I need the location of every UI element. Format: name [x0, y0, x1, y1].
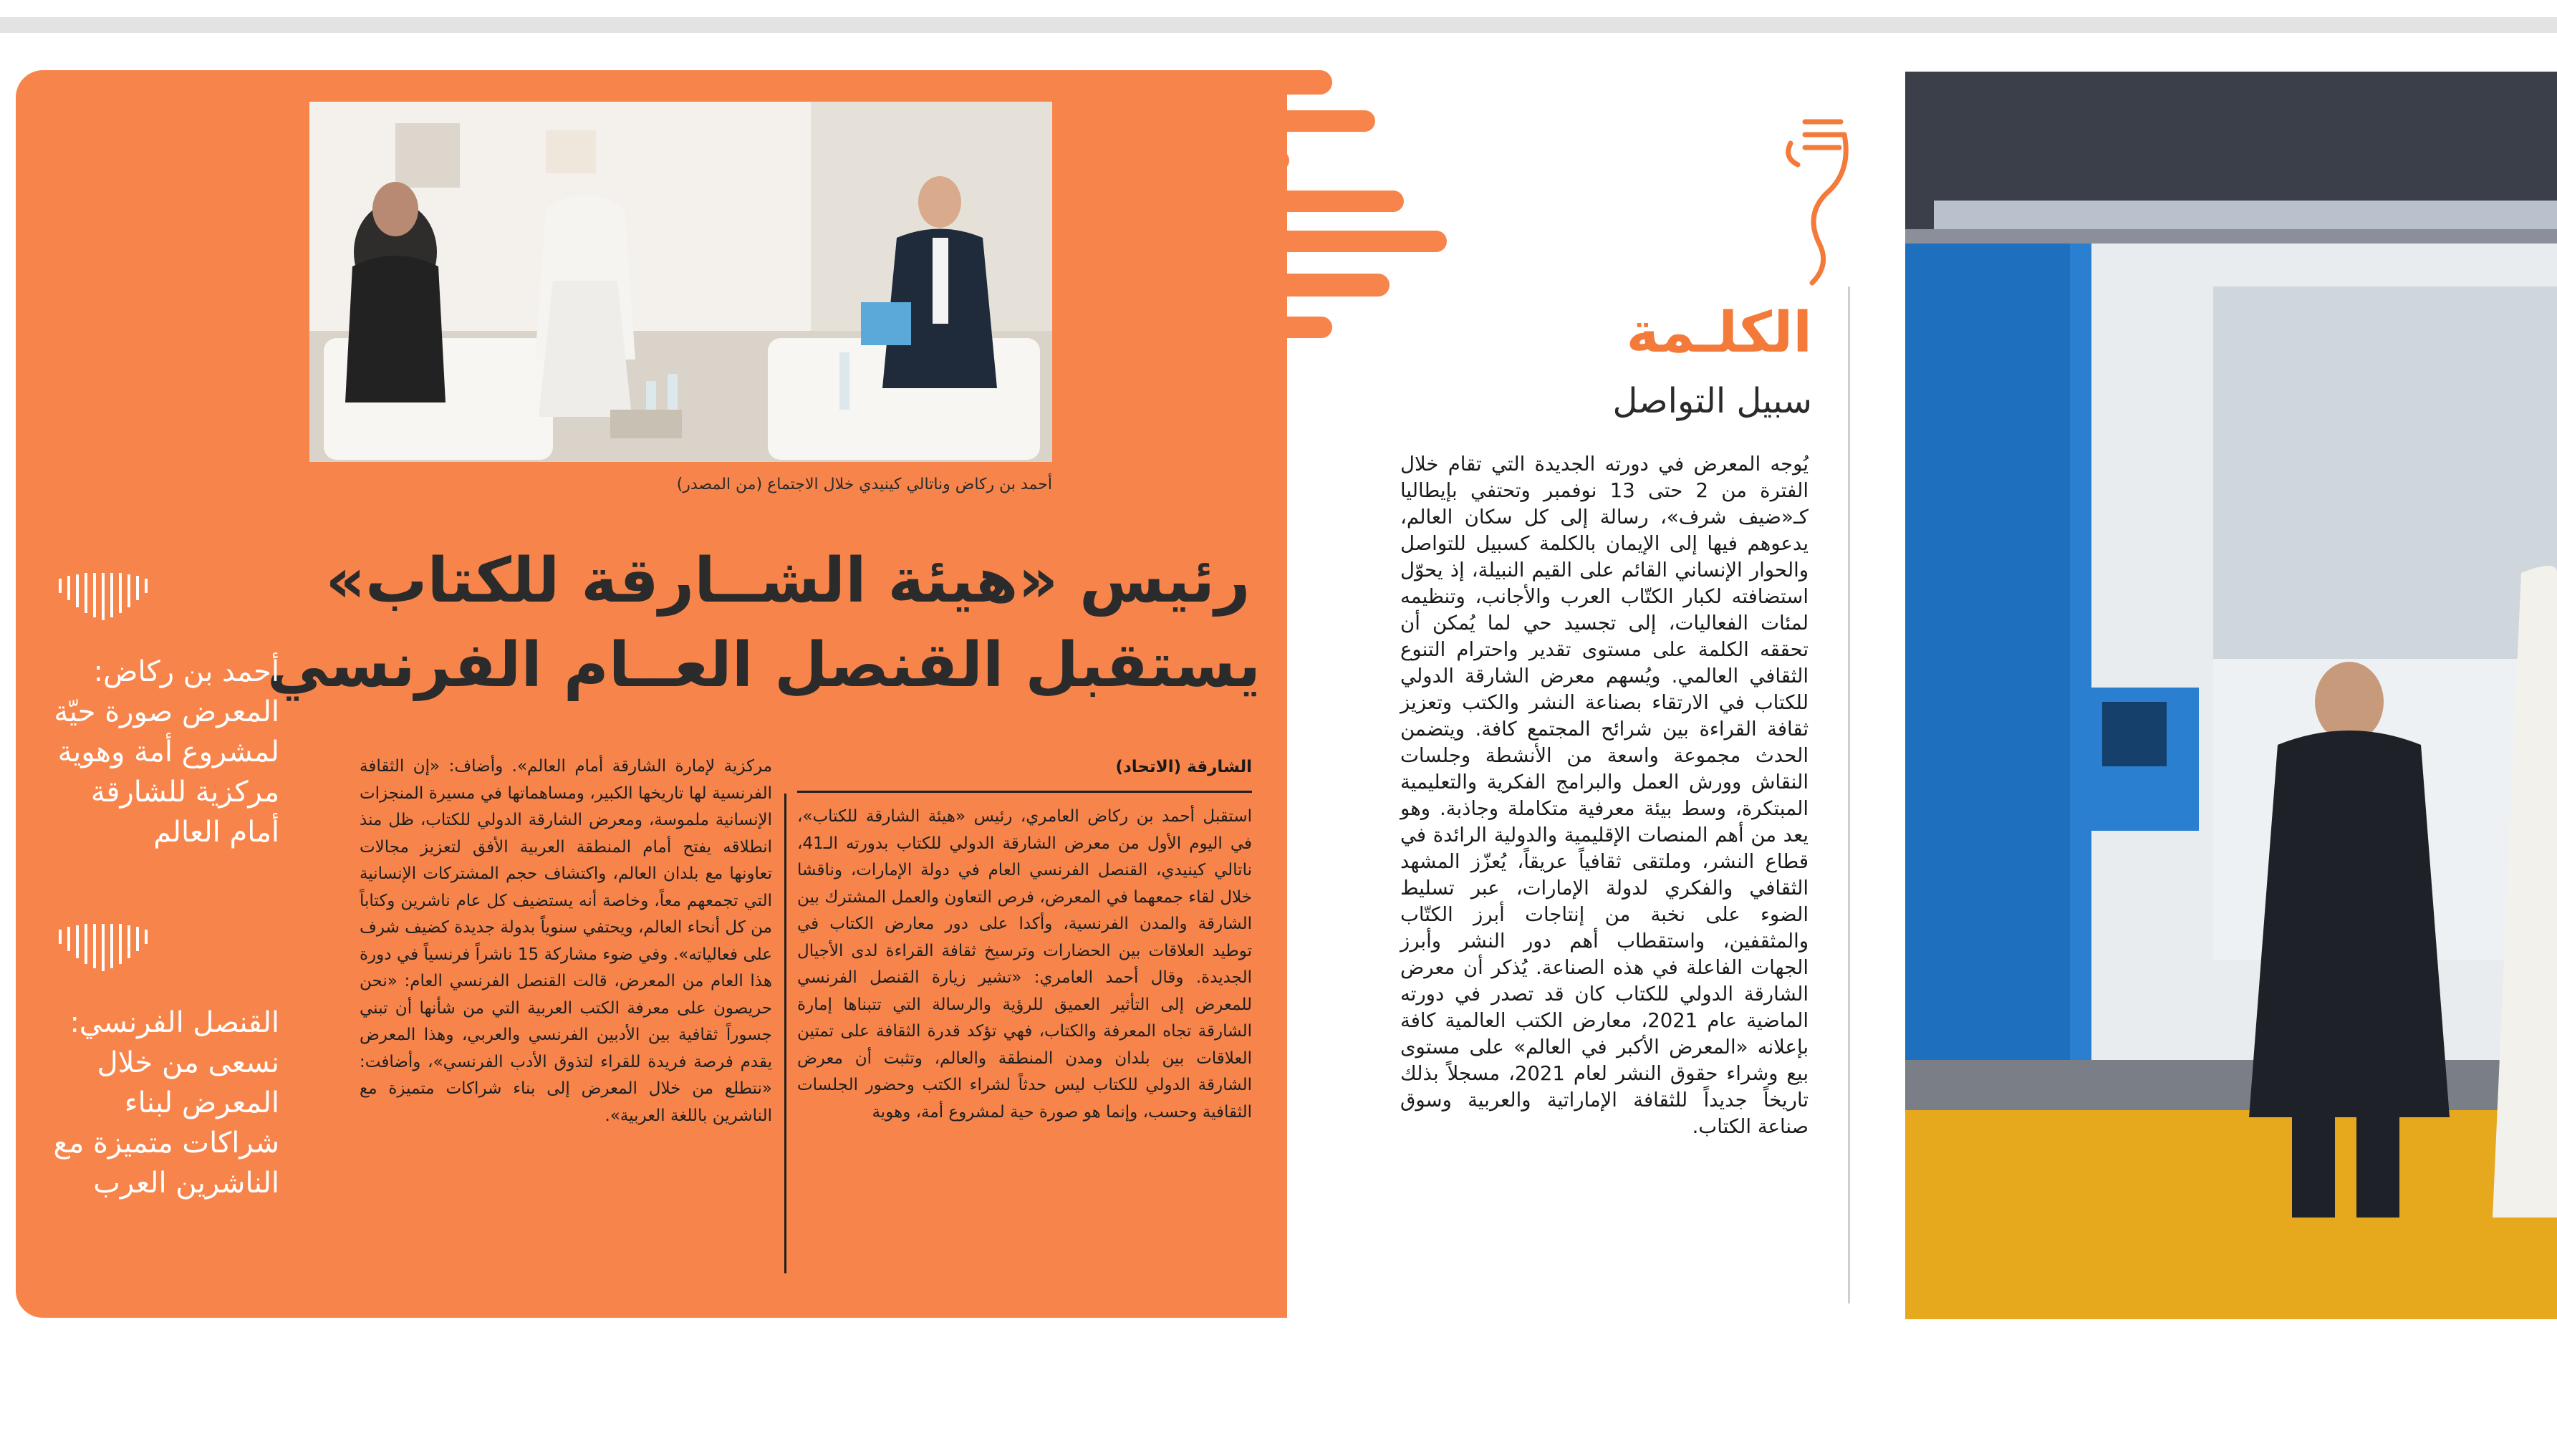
- quote-ornament-icon: [54, 922, 169, 973]
- kalima-logo-icon: [1776, 115, 1855, 286]
- top-rule: [0, 17, 2557, 33]
- article-column-right: استقبل أحمد بن ركاض العامري، رئيس «هيئة الشارقة للكتاب»، في اليوم الأول من معرض الشارقة الدولي للكتاب بدورته الـ41، ناتالي كينيدي، القنصل الفرنسي العام في دولة الإمارات، وناقشا خلال لقاء جمعهما في المعرض، فرص التعاون والعمل المشترك بين الشارقة والمدن الفرنسية، وأكدا على دور معارض الكتاب في توطيد العلاقات بين الحضارات وترسيخ ثقافة القراءة لدى الأجيال الجديدة. وقال أحمد العامري: «تشير زيارة القنصل الفرنسي للمعرض إلى التأثير العميق للرؤية والرسالة التي تتبناها إمارة الشارقة تجاه المعرفة والكتاب، فهي تؤكد قدرة الثقافة على تمتين العلاقات بين بلدان ومدن المنطقة والعالم، وتثبت أن معرض الشارقة الدولي للكتاب ليس حدثاً لشراء الكتب وحضور الجلسات الثقافية وحسب، وإنما هو صورة حية لمشروع أمة، وهوية: [797, 807, 1252, 1122]
- decorative-stripes: [1074, 70, 1475, 443]
- headline-line-1: رئيس «هيئة الشــارقة للكتاب»: [325, 545, 1251, 617]
- column-body: يُوجه المعرض في دورته الجديدة التي تقام خلال الفترة من 2 حتى 13 نوفمبر وتحتفي بإيطاليا كـ«ضيف شرف»، رسالة إلى كل سكان العالم، يدعوهم فيها إلى الإيمان بالكلمة كسبيل للتواصل والحوار الإنساني القائم على القيم النبيلة، إذ يحوّل استضافته لكبار الكتّاب العرب والأجانب، وتنظيمه لمئات الفعاليات، إلى تجسيد حي لما يُمكن أن تحققه الكلمة على مستوى تقدير واحترام التنوع الثقافي العالمي. ويُسهم معرض الشارقة الدولي للكتاب في الارتقاء بصناعة النشر والكتب وتعزيز ثقافة القراءة بين شرائح المجتمع كافة. ويتضمن الحدث مجموعة واسعة من الأنشطة وجلسات النقاش وورش العمل والبرامج الفكرية والتعليمية المبتكرة، وسط بيئة معرفية متكاملة وجاذبة. وهو يعد من أهم المنصات الإقليمية والدولية الرائدة في قطاع النشر، وملتقى ثقافياً عريقاً، يُعزّز المشهد الثقافي والفكري لدولة الإمارات، عبر تسليط الضوء على نخبة من إنتاجات أبرز الكتّاب والمثقفين، واستقطاب أهم دور النشر وأبرز الجهات الفاعلة في هذه الصناعة. يُذكر أن معرض الشارقة الدولي للكتاب كان قد تصدر في دورته الماضية عام 2021، معارض الكتب العالمية كافة بإعلانه «المعرض الأكبر في العالم» على مستوى بيع وشراء حقوق النشر لعام 2021، مسجلاً بذلك تاريخاً جديداً للثقافة الإماراتية والعربية وسوق صناعة الكتاب.: [1400, 453, 1809, 1138]
- headline-line-2: يستقبل القنصل العــام الفرنسي: [266, 630, 1261, 701]
- quote-ornament-icon: [54, 572, 169, 622]
- column-divider: [1848, 286, 1850, 1303]
- book-fair-photo: [1905, 72, 2557, 1319]
- pull-quote-2: القنصل الفرنسي: نسعى من خلال المعرض لبناء شراكات متميزة مع الناشرين العرب: [53, 1006, 279, 1200]
- dateline-rule: [797, 791, 1252, 793]
- meeting-photo: [309, 102, 1052, 462]
- column-title: الكلـمة: [1626, 301, 1812, 365]
- column-separator: [784, 794, 786, 1273]
- article-headline: [266, 539, 1261, 708]
- pull-quote-1: أحمد بن ركاض: المعرض صورة حيّة لمشروع أمة وهوية مركزية للشارقة أمام العالم: [54, 655, 279, 849]
- photo-caption: أحمد بن ركاض وناتالي كينيدي خلال الاجتماع (من المصدر): [676, 476, 1052, 493]
- article-column-left: مركزية لإمارة الشارقة أمام العالم». وأضاف: «إن الثقافة الفرنسية لها تاريخها الكبير، ومساهماتها في مسيرة المنجزات الإنسانية ملموسة، ومعرض الشارقة الدولي للكتاب، ظل منذ انطلاقه يفتح أمام المنطقة العربية الأفق لتعزيز مجالات تعاونها مع بلدان العالم، واكتشاف حجم المشتركات الإنسانية التي تجمعهم معاً، وخاصة أنه يستضيف كل عام ناشرين وكتاباً من كل أنحاء العالم، ويحتفي سنوياً بدولة جديدة كضيف شرف على فعالياته». وفي ضوء مشاركة 15 ناشراً فرنسياً في دورة هذا العام من المعرض، قالت القنصل الفرنسي العام: «نحن حريصون على معرفة الكتب العربية التي من شأنها أن تبني جسوراً ثقافية بين الأدبين الفرنسي والعربي، وهذا المعرض يقدم فرصة فريدة للقراء لتذوق الأدب الفرنسي»، وأضافت: «نتطلع من خلال المعرض إلى بناء شراكات متميزة مع الناشرين باللغة العربية».: [360, 757, 772, 1125]
- column-subtitle: سبيل التواصل: [1612, 381, 1812, 421]
- article-dateline: الشارقة (الاتحاد): [1115, 758, 1252, 776]
